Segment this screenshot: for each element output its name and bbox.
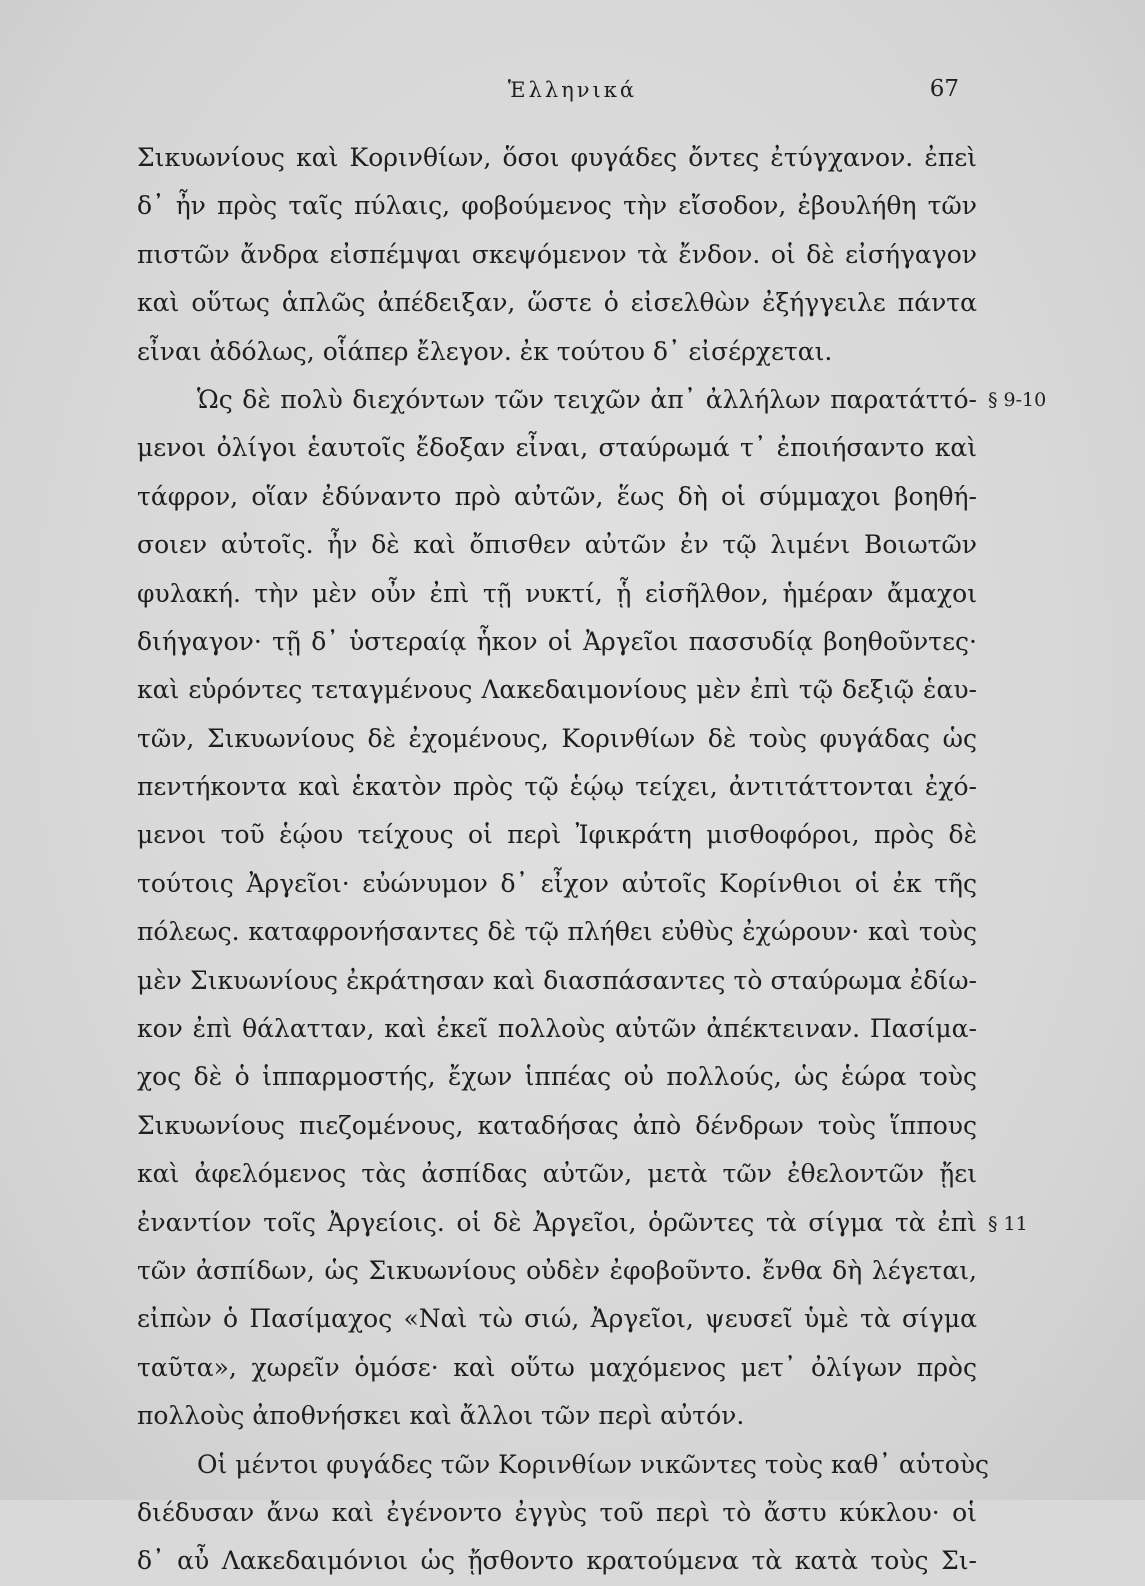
text-line: ταῦτα», χωρεῖν ὁμόσε· καὶ οὕτω μαχόμενος μετ᾽ ὀλίγων πρὸς: [137, 1352, 977, 1382]
text-line: δ᾽ ἦν πρὸς ταῖς πύλαις, φοβούμενος τὴν εἴσοδον, ἐβουλήθη τῶν: [137, 191, 977, 221]
text-line: διήγαγον· τῇ δ᾽ ὑστεραίᾳ ἧκον οἱ Ἀργεῖοι πασσυδίᾳ βοηθοῦντες·: [137, 626, 977, 656]
text-line: μὲν Σικυωνίους ἐκράτησαν καὶ διασπάσαντες τὸ σταύρωμα ἐδίω-: [137, 965, 977, 995]
paragraph-start-line: Οἱ μέντοι φυγάδες τῶν Κορινθίων νικῶντες τοὺς καθ᾽ αὑτοὺς: [197, 1449, 990, 1479]
text-line: Σικυωνίους πιεζομένους, καταδήσας ἀπὸ δένδρων τοὺς ἵππους: [137, 1110, 977, 1140]
text-line: σοιεν αὐτοῖς. ἦν δὲ καὶ ὄπισθεν αὐτῶν ἐν τῷ λιμένι Βοιωτῶν: [137, 530, 977, 560]
text-line: διέδυσαν ἄνω καὶ ἐγένοντο ἐγγὺς τοῦ περὶ τὸ ἄστυ κύκλου· οἱ: [137, 1497, 977, 1527]
text-line: δ᾽ αὖ Λακεδαιμόνιοι ὡς ᾔσθοντο κρατούμενα τὰ κατὰ τοὺς Σι-: [137, 1546, 977, 1576]
text-line: ἐναντίον τοῖς Ἀργείοις. οἱ δὲ Ἀργεῖοι, ὁρῶντες τὰ σίγμα τὰ ἐπὶ: [137, 1207, 977, 1237]
text-line: καὶ ἀφελόμενος τὰς ἀσπίδας αὐτῶν, μετὰ τῶν ἐθελοντῶν ᾔει: [137, 1159, 977, 1189]
text-line: Σικυωνίους καὶ Κορινθίων, ὅσοι φυγάδες ὄντες ἐτύγχανον. ἐπεὶ: [137, 143, 977, 172]
text-line: κον ἐπὶ θάλατταν, καὶ ἐκεῖ πολλοὺς αὐτῶν ἀπέκτειναν. Πασίμα-: [137, 1014, 977, 1044]
text-line: καὶ εὑρόντες τεταγμένους Λακεδαιμονίους μὲν ἐπὶ τῷ δεξιῷ ἑαυ-: [137, 675, 977, 705]
text-line: πεντήκοντα καὶ ἑκατὸν πρὸς τῷ ἑῴῳ τείχει, ἀντιτάττονται ἐχό-: [137, 772, 977, 802]
text-line: πιστῶν ἄνδρα εἰσπέμψαι σκεψόμενον τὰ ἔνδον. οἱ δὲ εἰσήγαγον: [137, 239, 977, 269]
text-line: φυλακή. τὴν μὲν οὖν ἐπὶ τῇ νυκτί, ᾗ εἰσῆλθον, ἡμέραν ἄμαχοι: [137, 578, 977, 608]
margin-section-note: § 11: [988, 1213, 1028, 1235]
text-line: καὶ οὕτως ἁπλῶς ἀπέδειξαν, ὥστε ὁ εἰσελθὼν ἐξήγγειλε πάντα: [137, 288, 977, 318]
text-line: τῶν, Σικυωνίους δὲ ἐχομένους, Κορινθίων δὲ τοὺς φυγάδας ὡς: [137, 723, 977, 753]
running-title: Ἑλληνικά: [507, 78, 638, 102]
running-head: [0, 74, 1145, 114]
text-line: τῶν ἀσπίδων, ὡς Σικυωνίους οὐδὲν ἐφοβοῦντο. ἔνθα δὴ λέγεται,: [137, 1255, 977, 1285]
text-line: πολλοὺς ἀποθνήσκει καὶ ἄλλοι τῶν περὶ αὐτόν.: [137, 1401, 745, 1431]
text-line: χος δὲ ὁ ἱππαρμοστής, ἔχων ἱππέας οὐ πολλούς, ὡς ἑώρα τοὺς: [137, 1062, 977, 1092]
text-line: μενοι ὀλίγοι ἑαυτοῖς ἔδοξαν εἶναι, σταύρωμά τ᾽ ἐποιήσαντο καὶ: [137, 433, 977, 463]
text-line: τούτοις Ἀργεῖοι· εὐώνυμον δ᾽ εἶχον αὐτοῖς Κορίνθιοι οἱ ἐκ τῆς: [137, 868, 977, 898]
paragraph-start-line: Ὡς δὲ πολὺ διεχόντων τῶν τειχῶν ἀπ᾽ ἀλλήλων παρατάττό-: [197, 384, 977, 414]
text-body: [137, 134, 990, 1586]
page-number: 67: [929, 76, 959, 102]
text-line: τάφρον, οἵαν ἐδύναντο πρὸ αὐτῶν, ἕως δὴ οἱ σύμμαχοι βοηθή-: [137, 481, 977, 511]
text-line: μενοι τοῦ ἑῴου τείχους οἱ περὶ Ἰφικράτη μισθοφόροι, πρὸς δὲ: [137, 820, 977, 850]
margin-section-note: § 9-10: [988, 389, 1047, 411]
text-line: εἶναι ἀδόλως, οἷάπερ ἔλεγον. ἐκ τούτου δ᾽ εἰσέρχεται.: [137, 336, 833, 366]
text-line: εἰπὼν ὁ Πασίμαχος «Ναὶ τὼ σιώ, Ἀργεῖοι, ψευσεῖ ὑμὲ τὰ σίγμα: [137, 1304, 977, 1334]
text-line: πόλεως. καταφρονήσαντες δὲ τῷ πλήθει εὐθὺς ἐχώρουν· καὶ τοὺς: [137, 917, 977, 947]
